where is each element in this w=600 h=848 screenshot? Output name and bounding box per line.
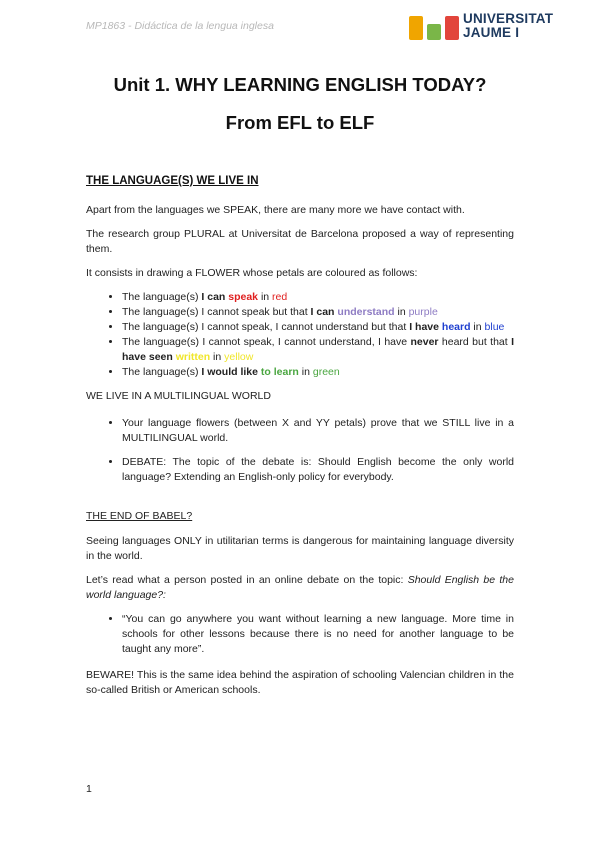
quote-list — [86, 612, 514, 657]
paragraph: BEWARE! This is the same idea behind the aspiration of schooling Valencian children in the so-called British or American schools. — [86, 669, 514, 696]
unit-subtitle: From EFL to ELF — [225, 112, 375, 133]
page-number: 1 — [86, 783, 92, 795]
logo-j-block — [445, 16, 459, 40]
petal-item-green: • The language(s) I would like to learn in green — [122, 365, 514, 380]
document-body — [86, 174, 514, 707]
paragraph: Let’s read what a person posted in an online debate on the topic: Should English be the world language?: — [86, 574, 514, 601]
paragraph: Seeing languages ONLY in utilitarian terms is dangerous for maintaining language diversity in the world. — [86, 535, 514, 562]
course-header: MP1863 - Didáctica de la lengua inglesa — [86, 20, 274, 32]
logo-u-block-2 — [427, 24, 441, 40]
paragraph: Apart from the languages we SPEAK, there are many more we have contact with. — [86, 204, 465, 216]
petal-item-blue: • The language(s) I cannot speak, I cannot understand but that I have heard in blue — [122, 320, 514, 335]
petal-item-red: • The language(s) I can speak in red — [122, 290, 514, 305]
logo-line-2: JAUME I — [463, 25, 520, 40]
list-item: • DEBATE: The topic of the debate is: Should English become the only world language? Extending an English-only policy for everybody. — [122, 455, 514, 485]
paragraph: The research group PLURAL at Universitat de Barcelona proposed a way of representing them. — [86, 228, 514, 255]
multilingual-heading: WE LIVE IN A MULTILINGUAL WORLD — [86, 390, 271, 402]
section-heading-languages: THE LANGUAGE(S) WE LIVE IN — [86, 175, 259, 187]
list-item: • Your language flowers (between X and YY petals) prove that we STILL live in a MULTILINGUAL world. — [122, 416, 514, 446]
logo-u-block — [409, 16, 423, 40]
section-heading-babel: THE END OF BABEL? — [86, 510, 193, 522]
quote-item: • “You can go anywhere you want without learning a new language. More time in schools for other lessons because there is no need for another language to be taught any more”. — [122, 612, 514, 657]
petal-list — [86, 290, 514, 380]
paragraph: It consists in drawing a FLOWER whose petals are coloured as follows: — [86, 267, 418, 279]
logo-line-1: UNIVERSITAT — [463, 11, 554, 26]
multilingual-list — [86, 416, 514, 485]
petal-item-purple: • The language(s) I cannot speak but that I can understand in purple — [122, 305, 514, 320]
logo-text — [463, 12, 553, 40]
petal-item-yellow: • The language(s) I cannot speak, I cannot understand, I have never heard but that I have seen written in yellow — [122, 335, 514, 365]
unit-title: Unit 1. WHY LEARNING ENGLISH TODAY? — [113, 74, 487, 95]
